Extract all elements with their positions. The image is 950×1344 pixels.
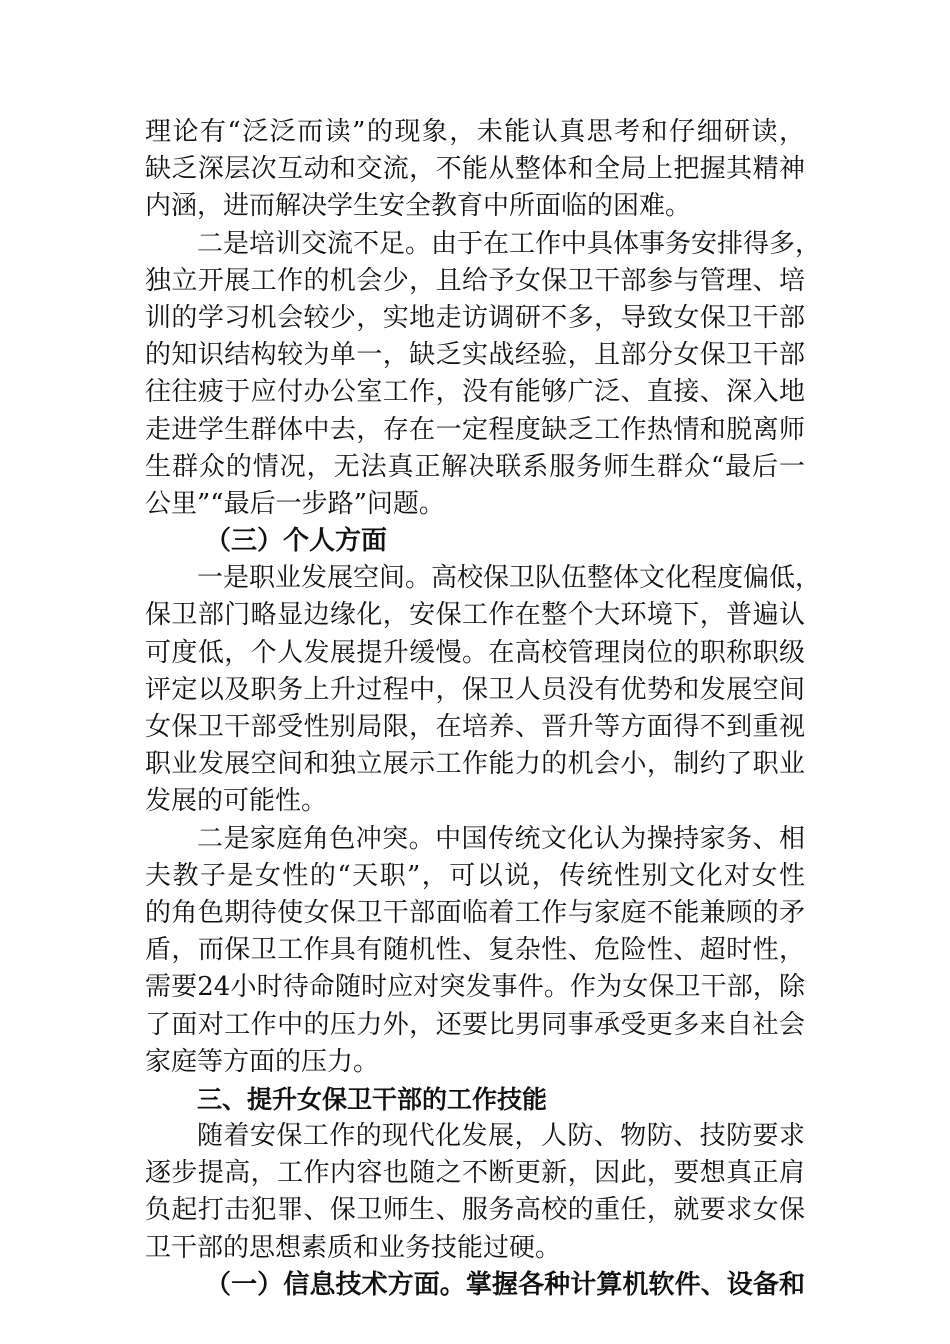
paragraph-line: 评定以及职务上升过程中，保卫人员没有优势和发展空间: [145, 674, 805, 705]
paragraph-line: 逐步提高，工作内容也随之不断更新，因此，要想真正肩: [145, 1158, 805, 1189]
paragraph-line: 内涵，进而解决学生安全教育中所面临的困难。: [145, 191, 692, 222]
paragraph-line: 的角色期待使女保卫干部面临着工作与家庭不能兼顾的矛: [145, 897, 805, 928]
paragraph-line: 公里”“最后一步路”问题。: [145, 488, 445, 519]
paragraph-line: 二是培训交流不足。由于在工作中具体事务安排得多，: [197, 228, 822, 259]
paragraph-line: 生群众的情况，无法真正解决联系服务师生群众“最后一: [145, 451, 805, 482]
paragraph-line: （一）信息技术方面。掌握各种计算机软件、设备和: [205, 1269, 805, 1300]
paragraph-line: 职业发展空间和独立展示工作能力的机会小，制约了职业: [145, 749, 805, 780]
section-subheading: （三）个人方面: [205, 526, 388, 557]
paragraph-line: 女保卫干部受性别局限，在培养、晋升等方面得不到重视: [145, 712, 805, 742]
paragraph-line: 一是职业发展空间。高校保卫队伍整体文化程度偏低，: [197, 563, 822, 594]
paragraph-line: 可度低，个人发展提升缓慢。在高校管理岗位的职称职级: [145, 637, 805, 668]
paragraph-line: 需要24小时待命随时应对突发事件。作为女保卫干部，除: [145, 972, 805, 1003]
paragraph-line: 训的学习机会较少，实地走访调研不多，导致女保卫干部: [145, 302, 805, 333]
paragraph-line: 保卫部门略显边缘化，安保工作在整个大环境下，普遍认: [145, 600, 805, 631]
paragraph-line: 走进学生群体中去，存在一定程度缺乏工作热情和脱离师: [145, 414, 805, 445]
paragraph-line: 家庭等方面的压力。: [145, 1046, 380, 1077]
paragraph-line: 盾，而保卫工作具有随机性、复杂性、危险性、超时性，: [145, 935, 805, 966]
paragraph-line: 独立开展工作的机会少，且给予女保卫干部参与管理、培: [145, 265, 805, 296]
paragraph-line: 夫教子是女性的“天职”，可以说，传统性别文化对女性: [145, 860, 805, 891]
paragraph-line: 随着安保工作的现代化发展，人防、物防、技防要求: [197, 1121, 805, 1152]
paragraph-line: 理论有“泛泛而读”的现象，未能认真思考和仔细研读，: [145, 117, 805, 147]
section-heading: 三、提升女保卫干部的工作技能: [197, 1084, 548, 1114]
paragraph-line: 往往疲于应付办公室工作，没有能够广泛、直接、深入地: [145, 377, 805, 408]
paragraph-line: 发展的可能性。: [145, 786, 328, 817]
paragraph-line: 卫干部的思想素质和业务技能过硬。: [145, 1232, 562, 1263]
document-body: [145, 114, 822, 1304]
paragraph-line: 的知识结构较为单一，缺乏实战经验，且部分女保卫干部: [145, 340, 805, 371]
paragraph-line: 二是家庭角色冲突。中国传统文化认为操持家务、相: [197, 823, 805, 854]
paragraph-line: 了面对工作中的压力外，还要比男同事承受更多来自社会: [145, 1009, 805, 1040]
paragraph-line: 缺乏深层次互动和交流，不能从整体和全局上把握其精神: [145, 154, 805, 185]
paragraph-line: 负起打击犯罪、保卫师生、服务高校的重任，就要求女保: [145, 1195, 805, 1226]
